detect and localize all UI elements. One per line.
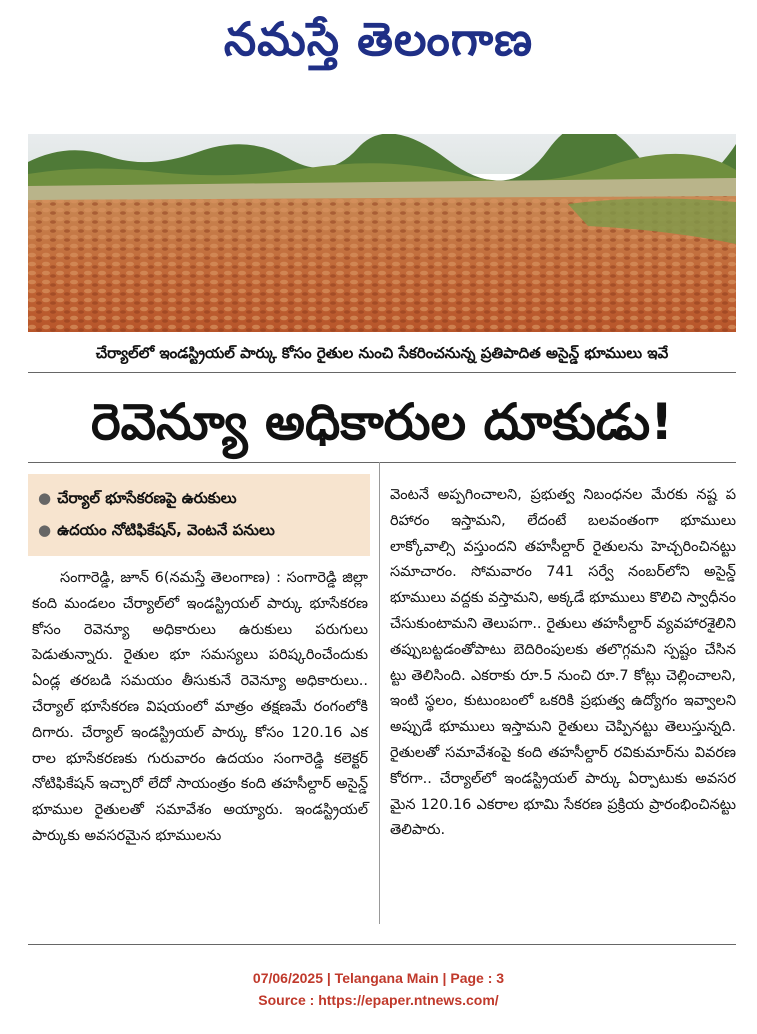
masthead-logo: [0, 6, 757, 72]
caption-divider: [28, 372, 736, 373]
footer-source-link[interactable]: Source : https://epaper.ntnews.com/: [258, 992, 499, 1008]
highlight-text: ఉదయం నోటిఫికేషన్, వెంటనే పనులు: [57, 521, 275, 539]
article-photo: [28, 134, 736, 332]
masthead-title: నమస్తే తెలంగాణ: [223, 12, 534, 66]
photo-caption: చేర్యాల్‌లో ఇండస్ట్రియల్ పార్కు కోసం రైతుల నుంచి సేకరించనున్న ప్రతిపాదిత అసైన్డ్ భూములు ఇవే: [95, 344, 669, 362]
field-photo-illustration: [28, 134, 736, 332]
bullet-icon: ●: [38, 489, 52, 507]
footer-divider: [28, 944, 736, 945]
footer-edition-info: 07/06/2025 | Telangana Main | Page : 3: [252, 970, 505, 986]
article-headline: రెవెన్యూ అధికారుల దూకుడు!: [90, 393, 674, 451]
article-body-left-column: సంగారెడ్డి, జూన్ 6(నమస్తే తెలంగాణ) : సంగారెడ్డి జిల్లా కంది మండలం చేర్యాల్‌లో ఇండస్ట్రియల్ పార్కు భూసేకరణ కోసం రెవెన్యూ అధికారులు ఉరుకులు పరుగులు పెడుతున్నారు. రైతుల భూ సమస్యలు పరిష్కరించేందుకు ఏండ్ల తరబడి సమయం తీసుకునే రెవెన్యూ అధికారులు.. చేర్యాల్ భూసేకరణ విషయంలో మాత్రం తక్షణమే రంగంలోకి దిగారు. చేర్యాల్ ఇండస్ట్రియల్ పార్కు కోసం 120.16 ఎకరాల భూసేకరణకు గురువారం ఉదయం సంగారెడ్డి కలెక్టర్ నోటిఫికేషన్ ఇచ్చారో లేదో సాయంత్రం కంది తహసీల్దార్ అసైన్డ్ భూముల రైతులతో సమావేశం అయ్యారు. ఇండస్ట్రియల్ పార్కుకు అవసరమైన భూములను: [32, 570, 368, 844]
bullet-icon: ●: [38, 521, 52, 539]
article-body-right-column: వెంటనే అప్పగించాలని, ప్రభుత్వ నిబంధనల మేరకు నష్ట పరిహారం ఇస్తామని, లేదంటే బలవంతంగా భూములు లాక్కోవాల్సి వస్తుందని తహసీల్దార్ రైతులను హెచ్చరించినట్టు సమాచారం. సోమవారం 741 సర్వే నంబర్‌లోని అసైన్డ్ భూములు వద్దకు వస్తామని, అక్కడే భూములు కొలిచి స్వాధీనం చేసుకుంటామని తెలుపగా.. రైతులు తహసీల్దార్ వ్యవహారశైలిని తప్పుబట్టడంతోపాటు బెదిరింపులకు తలొగ్గమని స్పష్టం చేసినట్టు తెలిసింది. ఎకరాకు రూ.5 నుంచి రూ.7 కోట్లు చెల్లించాలని, ఇంటి స్థలం, కుటుంబంలో ఒకరికి ప్రభుత్వ ఉద్యోగం ఇవ్వాలని అప్పుడే భూములు ఇస్తామని రైతులు చెప్పినట్టు తెలుస్తున్నది. రైతులతో సమావేశంపై కంది తహసీల్దార్ రవికుమార్‌ను వివరణ కోరగా.. చేర్యాల్‌లో ఇండస్ట్రియల్ పార్కు ఏర్పాటుకు అవసరమైన 120.16 ఎకరాల భూమి సేకరణ ప్రక్రియ ప్రారంభించినట్టు తెలిపారు.: [390, 487, 736, 839]
highlight-item: [38, 486, 364, 510]
highlights-box: [28, 474, 370, 556]
headline-divider: [28, 462, 736, 463]
highlight-item: [38, 518, 364, 542]
column-divider: [379, 462, 380, 924]
highlight-text: చేర్యాల్ భూసేకరణపై ఉరుకులు: [57, 489, 237, 507]
